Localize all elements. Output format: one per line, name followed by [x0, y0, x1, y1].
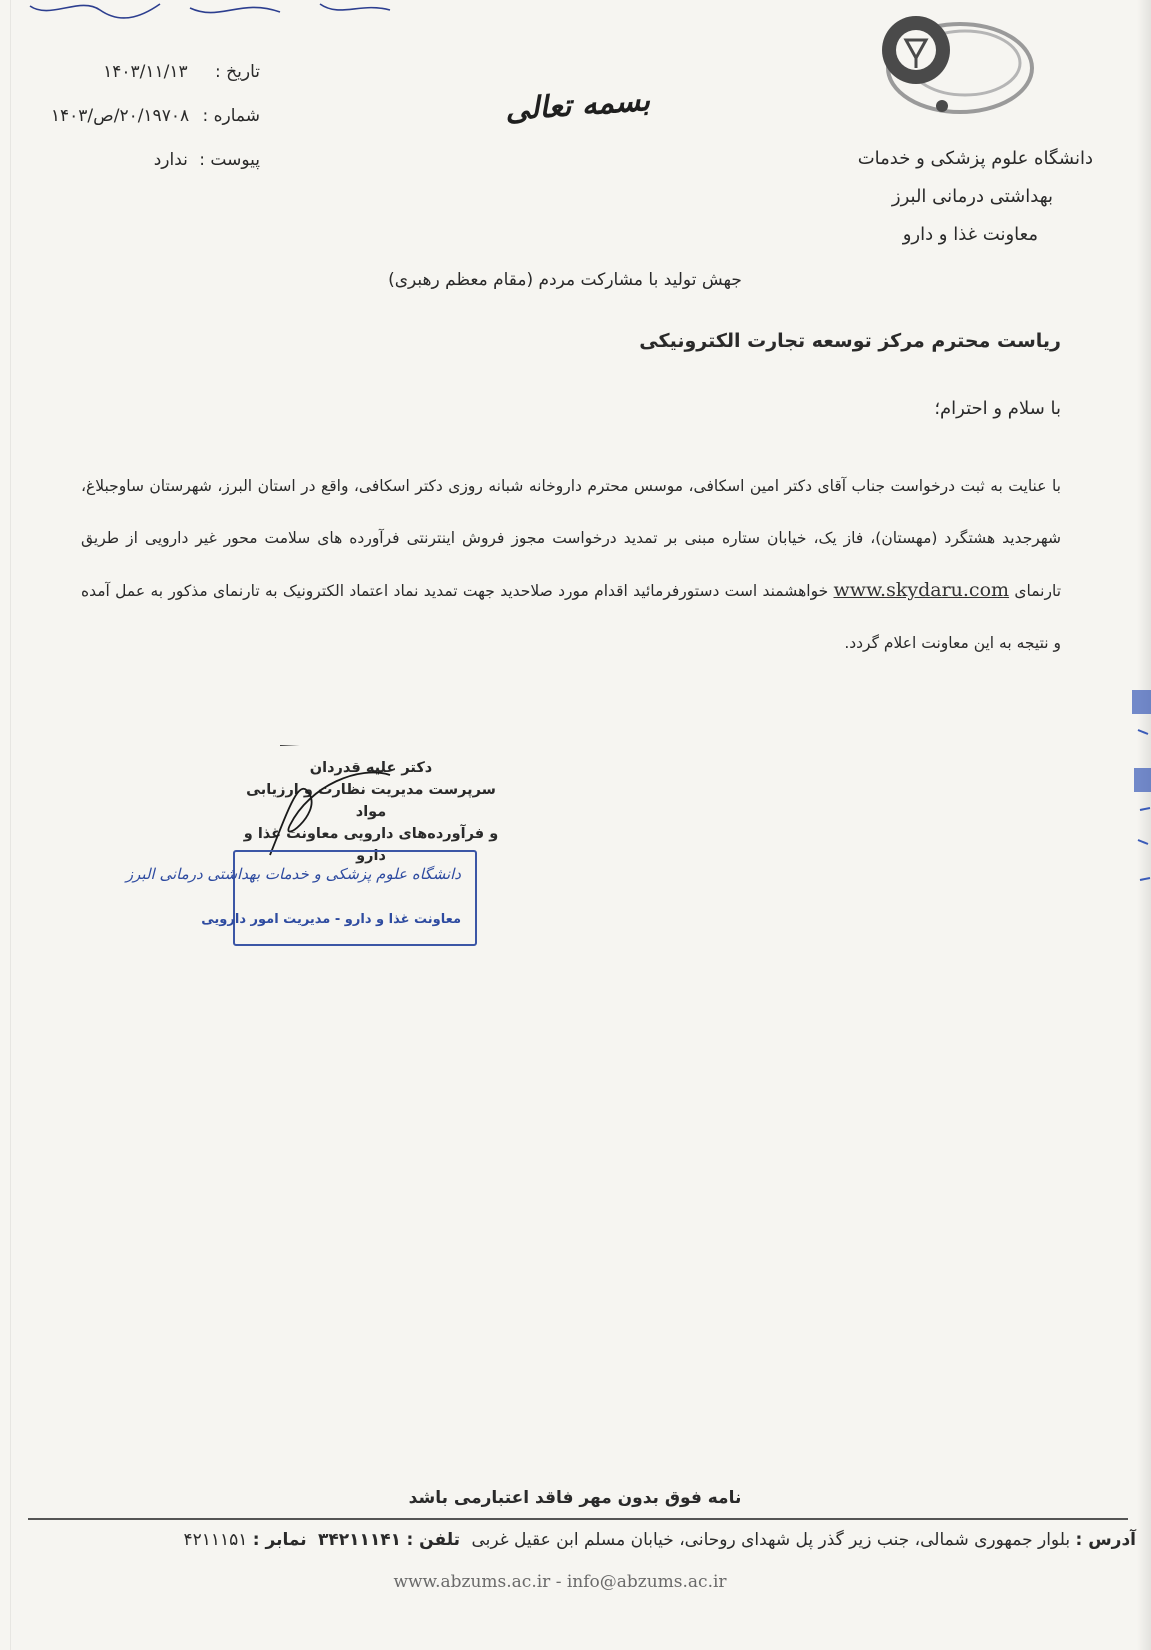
address-label: آدرس : — [1075, 1530, 1136, 1550]
official-stamp — [125, 850, 477, 946]
footer-notice: نامه فوق بدون مهر فاقد اعتبارمی باشد — [408, 1488, 742, 1508]
footer-address — [24, 1530, 1136, 1550]
website-link[interactable]: www.skydaru.com — [833, 579, 1010, 601]
fax-label: نمابر : — [252, 1530, 307, 1550]
date-label: تاریخ : — [215, 62, 260, 82]
fax-value: ۴۲۱۱۱۵۱ — [183, 1530, 248, 1550]
university-line: معاونت غذا و دارو — [902, 224, 1038, 245]
university-name — [793, 140, 1093, 254]
university-line: بهداشتی درمانی البرز — [891, 186, 1053, 207]
university-line: دانشگاه علوم پزشکی و خدمات — [857, 148, 1093, 169]
body-text-1: با عنایت به ثبت درخواست جناب آقای دکتر امین اسکافی، موسس محترم داروخانه شبانه روزی دکتر اسکافی، واقع در استان البرز، شهرستان ساوجبلاغ، شهرجدید هشتگرد (مهستان)، فاز یک، خیابان ستاره مبنی بر تمدید درخواست مجوز فروش اینترنتی فرآورده های سلامت محور غیر دارویی از طریق تارنمای — [81, 477, 1062, 600]
body-text-2: خواهشمند است دستورفرمائید اقدام مورد صلاحدید جهت تمدید نماد اعتماد الکترونیک به تارنمای مذکور به عمل آمده و نتیجه به این معاونت اعلام گردد. — [81, 582, 1061, 652]
number-row — [51, 106, 260, 126]
greeting: با سلام و احترام؛ — [934, 398, 1061, 419]
signer-title: و فرآورده‌های دارویی معاونت غذا و دارو — [243, 826, 499, 864]
attachment-row — [154, 150, 260, 170]
stamp-line: معاونت غذا و دارو - مدیریت امور دارویی — [201, 912, 461, 927]
university-logo-icon — [880, 8, 1040, 123]
stamp-line: دانشگاه علوم پزشکی و خدمات بهداشتی درمانی البرز — [125, 865, 461, 883]
handwriting-scribble-icon — [20, 0, 400, 22]
address-value: بلوار جمهوری شمالی، جنب زیر گذر پل شهدای روحانی، خیابان مسلم ابن عقیل غربی — [471, 1530, 1071, 1550]
attachment-label: پیوست : — [199, 150, 260, 170]
footer-web[interactable]: www.abzums.ac.ir - info@abzums.ac.ir — [393, 1572, 727, 1592]
paper-fold-line — [10, 0, 11, 1650]
phone-value: ۳۴۲۱۱۱۴۱ — [318, 1530, 402, 1550]
number-value: ۲۰/۱۹۷۰۸/ص/۱۴۰۳ — [50, 106, 190, 126]
date-value: ۱۴۰۳/۱۱/۱۳ — [103, 62, 188, 82]
date-row — [103, 62, 260, 82]
footer-divider — [28, 1518, 1128, 1520]
signer-name: دکتر علیه قدردان — [309, 760, 433, 776]
bismillah-heading: بسمه تعالی — [503, 82, 652, 129]
motto: جهش تولید با مشارکت مردم (مقام معظم رهبری) — [388, 270, 742, 290]
adjacent-page-stamp-icon — [1128, 690, 1151, 930]
attachment-value: ندارد — [153, 150, 188, 170]
number-label: شماره : — [202, 106, 260, 126]
letter-body — [81, 460, 1061, 669]
phone-label: تلفن : — [406, 1530, 461, 1550]
signer-title: سرپرست مدیریت نظارت و ارزیابی مواد — [246, 782, 496, 820]
recipient: ریاست محترم مرکز توسعه تجارت الکترونیکی — [639, 330, 1061, 352]
signature-icon — [240, 745, 520, 865]
